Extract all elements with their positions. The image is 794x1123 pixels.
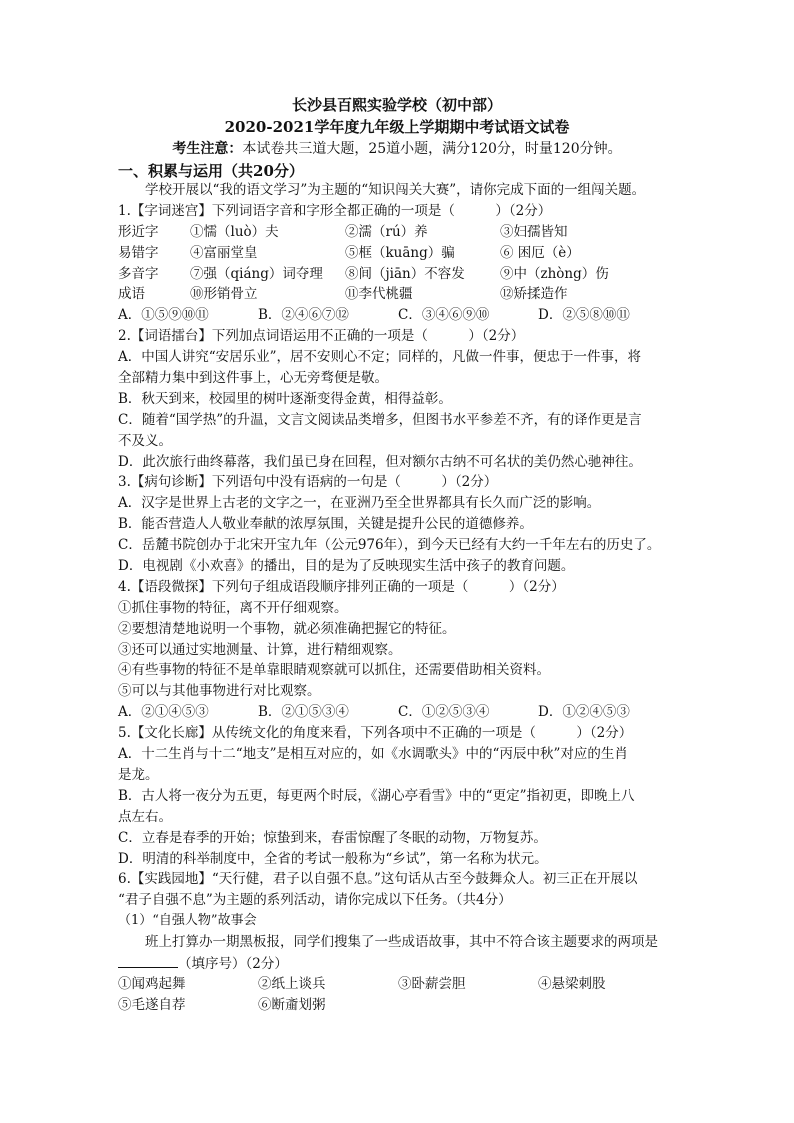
q6-task-tail: （填序号）（2分） — [178, 955, 288, 972]
q4-sentence: ④有些事物的特征不是单靠眼睛观察就可以抓住，还需要借助相关资料。 — [118, 662, 550, 679]
q2-line: 不及义。 — [118, 432, 172, 449]
answer-blank[interactable] — [118, 953, 178, 968]
q5-line: 是龙。 — [118, 766, 159, 783]
q1-row — [118, 284, 680, 305]
q4-sentence: ②要想清楚地说明一个事物，就必须准确把握它的特征。 — [118, 620, 456, 637]
q6-subtask-1: （1）“自强人物”故事会 — [118, 913, 257, 929]
q1-cell: ⑤框（kuāng）骗 — [345, 244, 455, 261]
q2-stem: 2.【词语擂台】下列加点词语运用不正确的一项是（ ）（2分） — [118, 328, 525, 345]
question-body — [118, 180, 680, 1016]
q4-sentence: ③还可以通过实地测量、计算，进行精细观察。 — [118, 641, 402, 658]
q1-cell: 形近字 — [118, 223, 159, 240]
q1-cell: ⑫矫揉造作 — [500, 286, 568, 303]
q1-options — [118, 305, 680, 326]
q5-line: C．立春是春季的开始；惊蛰到来，春雷惊醒了冬眠的动物，万物复苏。 — [118, 829, 547, 846]
q1-cell: ⑩形销骨立 — [190, 286, 258, 303]
option-b[interactable]: B．②①⑤③④ — [258, 704, 349, 721]
q3-line: B．能否营造人人敬业奉献的浓厚氛围，关键是提升公民的道德修养。 — [118, 516, 533, 533]
choice-item[interactable]: ②纸上谈兵 — [258, 975, 326, 992]
q4-stem: 4.【语段微探】下列句子组成语段顺序排列正确的一项是（ ）（2分） — [118, 578, 565, 595]
choice-item[interactable]: ③卧薪尝胆 — [398, 975, 466, 992]
q3-stem: 3.【病句诊断】下列语句中没有语病的一句是（ ）（2分） — [118, 474, 498, 491]
q1-cell: ⑨中（zhòng）伤 — [500, 265, 609, 282]
q1-cell: ⑪李代桃疆 — [345, 286, 413, 303]
q1-cell: ②濡（rú）养 — [345, 223, 428, 240]
q6-stem: 6.【实践园地】“天行健，君子以自强不息。”这句话从古至今鼓舞众人。初三正在开展以 — [118, 871, 638, 888]
q1-cell: ③妇孺皆知 — [500, 223, 568, 240]
q1-cell: ④富丽堂皇 — [190, 244, 258, 261]
q2-line: B．秋天到来，校园里的树叶逐渐变得金黄，相得益彰。 — [118, 390, 452, 407]
option-c[interactable]: C．①②⑤③④ — [398, 704, 490, 721]
q4-options — [118, 702, 680, 723]
q1-cell: ①懦（luò）夫 — [190, 223, 279, 240]
section-intro: 学校开展以“我的语文学习”为主题的“知识闯关大赛”，请你完成下面的一组闯关题。 — [145, 182, 646, 198]
q1-cell: ⑦强（qiáng）词夺理 — [190, 265, 323, 282]
q5-line: 点左右。 — [118, 808, 172, 825]
choice-item[interactable]: ①闻鸡起舞 — [118, 975, 186, 992]
option-d[interactable]: D．②⑤⑧⑩⑪ — [538, 307, 630, 324]
section-1-title: 一、积累与运用（共20分） — [118, 162, 304, 180]
notice-text: 本试卷共三道大题，25道小题，满分120分，时量120分钟。 — [242, 141, 622, 157]
q3-line: C．岳麓书院创办于北宋开宝九年（公元976年），到今天已经有大约一千年左右的历史了。 — [118, 537, 661, 554]
q2-line: C．随着“国学热”的升温，文言文阅读品类增多，但图书水平参差不齐，有的译作更是言 — [118, 411, 642, 428]
q2-line: A．中国人讲究“安居乐业”，居不安则心不定；同样的，凡做一件事，便忠于一件事，将 — [118, 349, 642, 366]
q6-task-answer — [118, 953, 680, 974]
q1-row — [118, 222, 680, 243]
q6-task-text: 班上打算办一期黑板报，同学们搜集了一些成语故事，其中不符合该主题要求的两项是 — [145, 934, 658, 951]
q1-stem: 1.【字词迷宫】下列词语字音和字形全都正确的一项是（ ）（2分） — [118, 202, 552, 219]
q4-sentence: ①抓住事物的特征，离不开仔细观察。 — [118, 599, 348, 616]
q5-line: D．明清的科举制度中，全省的考试一般称为“乡试”，第一名称为状元。 — [118, 850, 548, 867]
choice-item[interactable]: ④悬梁刺股 — [538, 975, 606, 992]
q5-line: A．十二生肖与十二“地支”是相互对应的，如《水调歌头》中的“丙辰中秋”对应的生肖 — [118, 746, 628, 763]
q1-cell: 多音字 — [118, 265, 159, 282]
q3-line: D．电视剧《小欢喜》的播出，目的是为了反映现实生活中孩子的教育问题。 — [118, 558, 575, 575]
choice-item[interactable]: ⑥断齑划粥 — [258, 996, 326, 1013]
q5-stem: 5.【文化长廊】从传统文化的角度来看，下列各项中不正确的一项是（ ）（2分） — [118, 725, 633, 742]
option-a[interactable]: A．①⑤⑨⑩⑪ — [118, 307, 209, 324]
q1-row — [118, 264, 680, 285]
exam-title: 2020-2021学年度九年级上学期期中考试语文试卷 — [224, 118, 570, 136]
q6-stem-cont: “君子自强不息”为主题的系列活动，请你完成以下任务。（共4分） — [118, 892, 512, 909]
q5-line: B．古人将一夜分为五更，每更两个时辰，《湖心亭看雪》中的“更定”指初更，即晚上八 — [118, 787, 635, 804]
q6-choices-row — [118, 974, 680, 995]
option-d[interactable]: D．①②④⑤③ — [538, 704, 630, 721]
notice-label: 考生注意： — [172, 141, 243, 157]
q1-cell: 易错字 — [118, 244, 159, 261]
q4-sentence: ⑤可以与其他事物进行对比观察。 — [118, 683, 321, 700]
q1-cell: 成语 — [118, 286, 145, 303]
q1-row — [118, 243, 680, 264]
exam-notice — [0, 140, 794, 158]
q1-cell: ⑧间（jiān）不容发 — [345, 265, 465, 282]
q1-cell: ⑥ 困厄（è） — [500, 244, 580, 261]
option-b[interactable]: B．②④⑥⑦⑫ — [258, 307, 349, 324]
option-c[interactable]: C．③④⑥⑨⑩ — [398, 307, 490, 324]
q2-line: 全部精力集中到这件事上，心无旁骛便是敬。 — [118, 370, 388, 387]
option-a[interactable]: A．②①④⑤③ — [118, 704, 209, 721]
q2-line: D．此次旅行曲终幕落，我们虽已身在回程，但对额尔古纳不可名状的美仍然心驰神往。 — [118, 453, 642, 470]
choice-item[interactable]: ⑤毛遂自荐 — [118, 996, 186, 1013]
q3-line: A．汉字是世界上古老的文字之一，在亚洲乃至全世界都具有长久而广泛的影响。 — [118, 495, 601, 512]
q6-choices-row — [118, 995, 680, 1016]
school-title: 长沙县百熙实验学校（初中部） — [291, 96, 502, 114]
